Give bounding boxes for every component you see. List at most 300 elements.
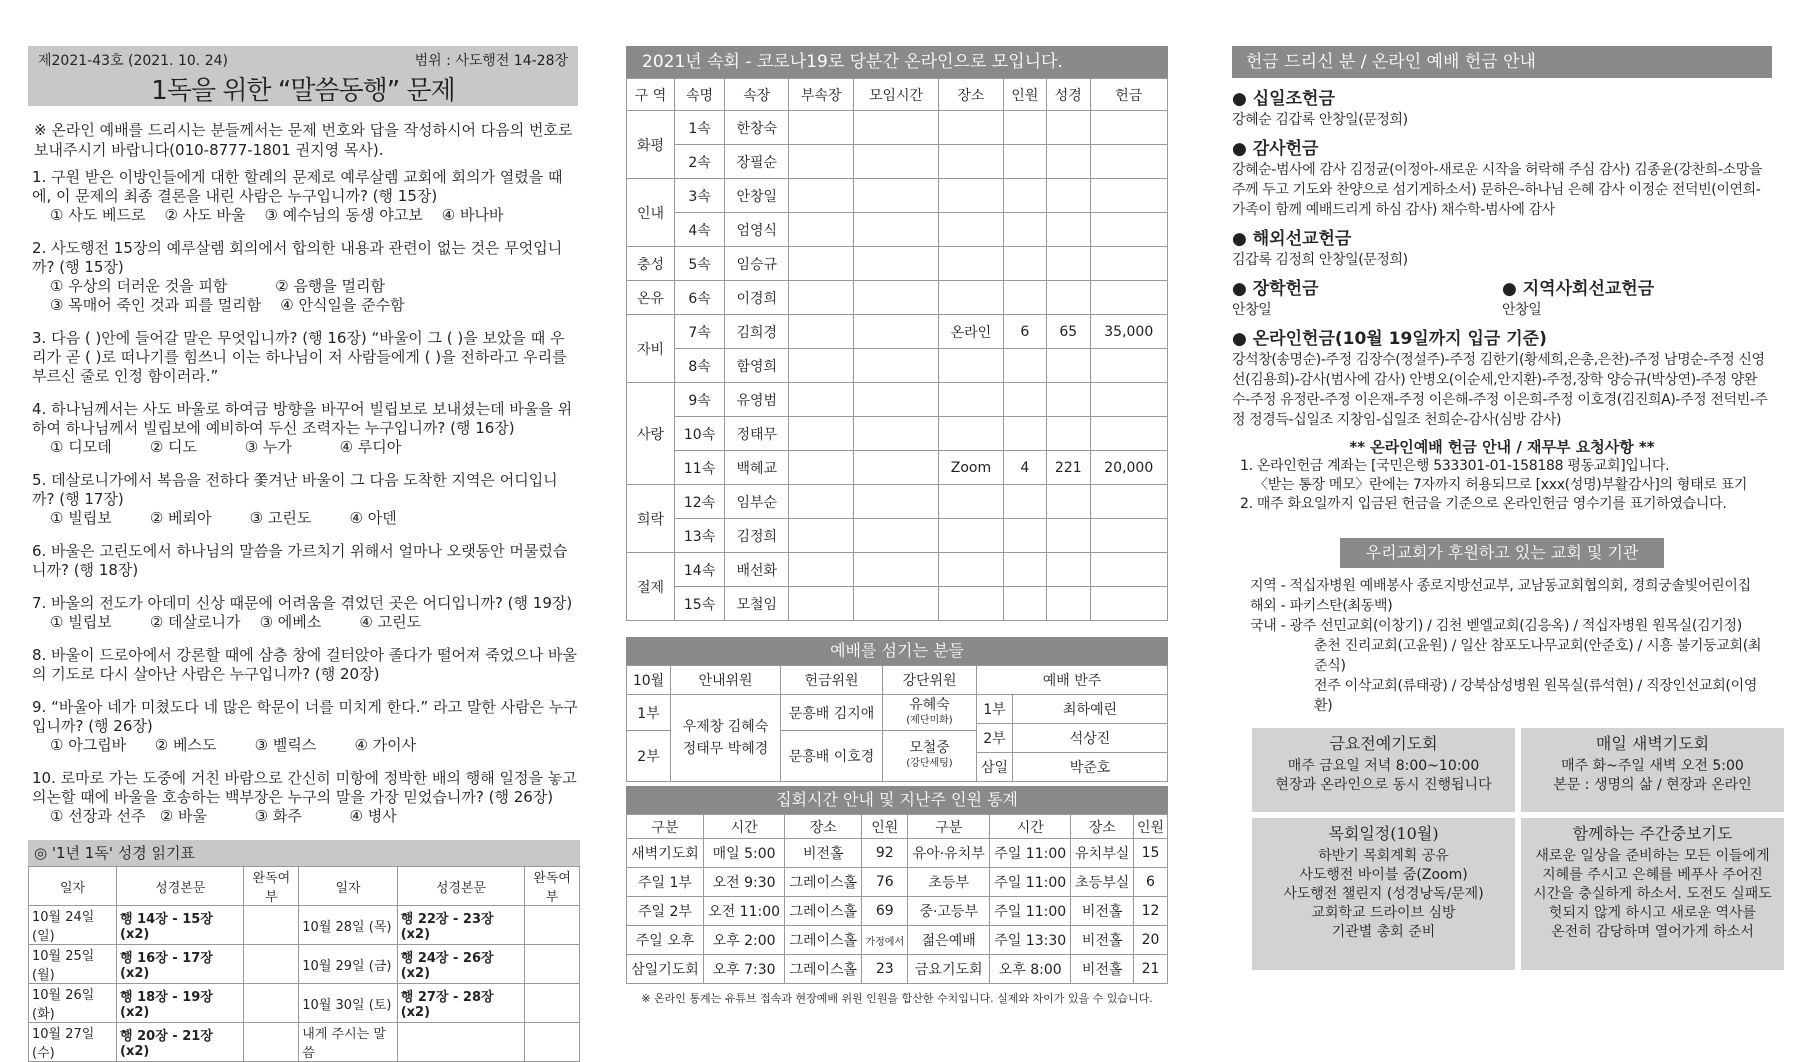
cell-group-cell bbox=[1047, 519, 1090, 553]
cell-group-cell bbox=[789, 315, 853, 349]
box-line: 헛되지 않게 하시고 새로운 역사를 bbox=[1548, 905, 1757, 921]
cell-group-cell bbox=[939, 485, 1003, 519]
cell-group-cell bbox=[789, 519, 853, 553]
cell-group-cell bbox=[1047, 383, 1090, 417]
box-line: 기관별 총회 준비 bbox=[1331, 924, 1436, 940]
mission-names: 김갑록 김정희 안창일(문정희) bbox=[1232, 252, 1408, 268]
cell-group-cell bbox=[939, 587, 1003, 621]
question-options: ① 디모데 ② 디도 ③ 누가 ④ 루디아 bbox=[50, 438, 402, 456]
cell-group-row bbox=[627, 179, 1168, 213]
cell-group-cell bbox=[1003, 247, 1046, 281]
cell-group-cell bbox=[1003, 145, 1046, 179]
mission-heading: ● 해외선교헌금 bbox=[1232, 229, 1352, 249]
stats-cell: 주일 11:00 bbox=[990, 839, 1071, 868]
stats-cell: 삼일기도회 bbox=[627, 955, 704, 984]
reading-plan-title: ◎ '1년 1독' 성경 읽기표 bbox=[28, 840, 580, 866]
cell-group-cell bbox=[853, 111, 938, 145]
cell-group-cell: 함영희 bbox=[725, 349, 789, 383]
cell-group-cell bbox=[1090, 247, 1167, 281]
cell-group-cell: 임승규 bbox=[725, 247, 789, 281]
cell-group-cell: 20,000 bbox=[1090, 451, 1167, 485]
cell-group-cell bbox=[1003, 349, 1046, 383]
friday-prayer-box bbox=[1252, 728, 1515, 812]
cell-group-header: 모임시간 bbox=[853, 79, 938, 111]
stats-cell: 유치부실 bbox=[1071, 839, 1134, 868]
cell-group-cell bbox=[853, 553, 938, 587]
cell-group-cell bbox=[789, 587, 853, 621]
reading-header: 일자 bbox=[299, 867, 397, 906]
stats-cell: 6 bbox=[1134, 868, 1168, 897]
dawn-prayer-line-1: 매주 화~주일 새벽 오전 5:00 bbox=[1561, 758, 1744, 774]
stats-cell: 중·고등부 bbox=[908, 897, 990, 926]
stats-cell: 비전홀 bbox=[1071, 926, 1134, 955]
online-offering-heading: ● 온라인헌금(10월 19일까지 입금 기준) bbox=[1232, 329, 1547, 349]
cell-group-cell bbox=[1003, 213, 1046, 247]
stats-cell: 초등부실 bbox=[1071, 868, 1134, 897]
servers-offering-header: 헌금위원 bbox=[781, 666, 883, 695]
servers-guide-names: 우제창 김혜숙 정태무 박혜경 bbox=[671, 695, 781, 782]
box-line: 지혜를 주시고 은혜를 베푸사 주어진 bbox=[1542, 867, 1763, 883]
reading-header: 성경본문 bbox=[117, 867, 244, 906]
stats-row bbox=[627, 897, 1168, 926]
cell-group-cell bbox=[939, 145, 1003, 179]
stats-cell: 그레이스홀 bbox=[785, 926, 862, 955]
reading-cell bbox=[244, 1023, 299, 1062]
district-name: 희락 bbox=[627, 485, 675, 553]
reading-cell bbox=[397, 1023, 524, 1062]
sponsor-abroad: 해외 - 파키스탄(최동백) bbox=[1250, 598, 1393, 614]
scholarship-names: 안창일 bbox=[1232, 302, 1272, 318]
online-offering-names: 강석창(송명순)-주정 김장수(정설주)-주정 김한기(황세희,은총,은찬)-주정 남명순-주정 신영선(김용희)-감사(범사에 감사) 안병오(이순세,안지환)-주정,장학 양승규(박상연)-주정 양완수-주정 유정란-주정 이은재-주정 이은해-주정 이은희-주정 이호경(김진희A)-주정 전덕빈-주정 정경득-십일조 지창임-십일조 천희순-감사(심방 감사) bbox=[1232, 352, 1768, 428]
stats-cell: 20 bbox=[1134, 926, 1168, 955]
cell-group-row bbox=[627, 451, 1168, 485]
stats-cell: 초등부 bbox=[908, 868, 990, 897]
stats-cell: 그레이스홀 bbox=[785, 868, 862, 897]
quiz-question bbox=[28, 542, 578, 580]
cell-group-row bbox=[627, 383, 1168, 417]
choir-name-3: 박준호 bbox=[1013, 753, 1168, 782]
cell-group-row bbox=[627, 111, 1168, 145]
stats-cell: 76 bbox=[862, 868, 908, 897]
cell-group-header: 부속장 bbox=[789, 79, 853, 111]
question-text: 6. 바울은 고린도에서 하나님의 말씀을 가르치기 위해서 얼마나 오랫동안 머물렀습니까? (행 18장) bbox=[32, 542, 568, 579]
cell-group-cell bbox=[939, 281, 1003, 315]
stats-cell: 주일 13:30 bbox=[990, 926, 1071, 955]
reading-row bbox=[29, 984, 580, 1023]
tithe-names: 강혜순 김갑록 안창일(문정희) bbox=[1232, 112, 1408, 128]
reading-cell: 행 16장 - 17장 (x2) bbox=[117, 945, 244, 984]
cell-group-cell: 5속 bbox=[675, 247, 725, 281]
pastoral-schedule-box bbox=[1252, 818, 1515, 970]
cell-group-cell bbox=[853, 587, 938, 621]
cell-group-row bbox=[627, 349, 1168, 383]
cell-group-cell bbox=[853, 179, 938, 213]
cell-group-cell bbox=[1090, 587, 1167, 621]
reading-header: 일자 bbox=[29, 867, 117, 906]
scholarship-heading: ● 장학헌금 bbox=[1232, 279, 1319, 299]
cell-group-cell bbox=[1090, 145, 1167, 179]
box-line: 사도행전 바이블 줌(Zoom) bbox=[1299, 867, 1468, 883]
stats-cell: 23 bbox=[862, 955, 908, 984]
cell-group-cell bbox=[853, 281, 938, 315]
stats-note: ※ 온라인 통계는 유튜브 접속과 현장예배 위원 인원을 합산한 수치입니다. 실제와 차이가 있을 수 있습니다. bbox=[641, 992, 1153, 1005]
tithe-heading: ● 십일조헌금 bbox=[1232, 89, 1335, 109]
question-options: ① 빌립보 ② 베뢰아 ③ 고린도 ④ 아덴 bbox=[50, 509, 397, 527]
notice-heading: ** 온라인예배 헌금 안내 / 재무부 요청사항 ** bbox=[1349, 438, 1655, 456]
cell-group-cell: 엄영식 bbox=[725, 213, 789, 247]
stats-cell: 유아·유치부 bbox=[908, 839, 990, 868]
cell-group-cell bbox=[1003, 587, 1046, 621]
cell-group-row bbox=[627, 145, 1168, 179]
cell-group-cell bbox=[1003, 179, 1046, 213]
cell-group-cell: 온라인 bbox=[939, 315, 1003, 349]
cell-group-row bbox=[627, 247, 1168, 281]
reading-cell bbox=[525, 945, 580, 984]
district-name: 온유 bbox=[627, 281, 675, 315]
cell-group-cell bbox=[789, 213, 853, 247]
reading-cell: 10월 28일 (목) bbox=[299, 906, 397, 945]
cell-group-cell bbox=[939, 213, 1003, 247]
dawn-prayer-box bbox=[1521, 728, 1784, 812]
reading-row bbox=[29, 906, 580, 945]
reading-cell: 행 22장 - 23장 (x2) bbox=[397, 906, 524, 945]
cell-group-header: 속명 bbox=[675, 79, 725, 111]
servers-month: 10월 bbox=[627, 666, 671, 695]
servers-service-2: 2부 bbox=[627, 731, 671, 782]
cell-group-cell bbox=[789, 451, 853, 485]
reading-cell: 10월 29일 (금) bbox=[299, 945, 397, 984]
servers-title: 예배를 섬기는 분들 bbox=[626, 637, 1168, 665]
pulpit-2-name: 모철중 bbox=[909, 740, 950, 756]
cell-group-header: 인원 bbox=[1003, 79, 1046, 111]
quiz-question bbox=[28, 769, 578, 826]
stats-header: 구분 bbox=[908, 815, 990, 839]
cell-group-cell bbox=[789, 417, 853, 451]
box-line: 온전히 감당하며 열어가게 하소서 bbox=[1551, 924, 1754, 940]
cell-group-cell: Zoom bbox=[939, 451, 1003, 485]
cell-group-cell bbox=[1047, 417, 1090, 451]
cell-group-cell bbox=[939, 383, 1003, 417]
question-text: 7. 바울의 전도가 아데미 신상 때문에 어려움을 겪었던 곳은 어디입니까? (행 19장) bbox=[32, 594, 573, 612]
question-text: 3. 다음 ( )안에 들어갈 말은 무엇입니까? (행 16장) “바울이 그 ( )을 보았을 때 우리가 곧 ( )로 떠나기를 힘쓰니 이는 하나님이 저 사람들에게 ( )을 전하라고 우리를 부르신 줄로 인정 함이러라.” bbox=[32, 329, 567, 385]
stats-cell: 오후 8:00 bbox=[990, 955, 1071, 984]
cell-group-table bbox=[626, 78, 1168, 621]
cell-group-cell: 1속 bbox=[675, 111, 725, 145]
quiz-question bbox=[28, 239, 578, 315]
notice-1b: 〈받는 통장 메모〉란에는 7자까지 허용되므로 [xxx(성명)부활감사]의 형태로 표기 bbox=[1254, 477, 1748, 493]
cell-group-cell: 6 bbox=[1003, 315, 1046, 349]
reading-cell: 10월 26일(화) bbox=[29, 984, 117, 1023]
local-mission-names: 안창일 bbox=[1502, 302, 1542, 318]
quiz-question bbox=[28, 400, 578, 457]
reading-cell: 행 24장 - 26장 (x2) bbox=[397, 945, 524, 984]
weekly-prayer-title: 함께하는 주간중보기도 bbox=[1572, 824, 1733, 843]
stats-cell: 매일 5:00 bbox=[703, 839, 784, 868]
stats-cell: 그레이스홀 bbox=[785, 897, 862, 926]
cell-group-row bbox=[627, 519, 1168, 553]
district-name: 절제 bbox=[627, 553, 675, 621]
cell-group-cell: 안창일 bbox=[725, 179, 789, 213]
choir-name-1: 최하예린 bbox=[1013, 695, 1168, 724]
question-options: ① 사도 베드로 ② 사도 바울 ③ 예수님의 동생 야고보 ④ 바나바 bbox=[50, 206, 504, 224]
cell-group-row bbox=[627, 281, 1168, 315]
cell-group-cell bbox=[853, 417, 938, 451]
cell-group-cell bbox=[1090, 213, 1167, 247]
stats-cell: 젊은예배 bbox=[908, 926, 990, 955]
cell-group-cell: 장필순 bbox=[725, 145, 789, 179]
cell-group-cell bbox=[1047, 111, 1090, 145]
cell-group-cell bbox=[939, 417, 1003, 451]
cell-group-header: 속장 bbox=[725, 79, 789, 111]
servers-offering-2: 문흥배 이호경 bbox=[781, 731, 883, 782]
info-boxes bbox=[1232, 728, 1772, 970]
cell-group-cell bbox=[1047, 247, 1090, 281]
sponsor-domestic-2: 춘천 진리교회(고윤원) / 일산 참포도나무교회(안준호) / 시흥 불기둥교회(최준식) bbox=[1314, 638, 1762, 674]
question-text: 5. 데살로니가에서 복음을 전하다 쫓겨난 바울이 그 다음 도착한 지역은 어디입니까? (행 17장) bbox=[32, 471, 558, 508]
quiz-question bbox=[28, 594, 578, 632]
pastoral-schedule-title: 목회일정(10월) bbox=[1328, 824, 1439, 843]
notice-2: 2. 매주 화요일까지 입금된 헌금을 기준으로 온라인헌금 영수기를 표기하였습니다. bbox=[1240, 496, 1727, 512]
reading-row bbox=[29, 945, 580, 984]
district-name: 자비 bbox=[627, 315, 675, 383]
cell-group-cell bbox=[853, 315, 938, 349]
cell-group-cell: 7속 bbox=[675, 315, 725, 349]
quiz-question bbox=[28, 646, 578, 684]
cell-group-cell bbox=[939, 519, 1003, 553]
reading-cell: 행 20장 - 21장 (x2) bbox=[117, 1023, 244, 1062]
thanks-names: 강혜순-범사에 감사 김정균(이정아-새로운 시작을 허락해 주심 감사) 김종윤(강찬희-소망을 주께 두고 기도와 찬양으로 섬기게하소서) 문하은-하나님 은혜 감사 이정순 전덕빈(이연희-가족이 함께 예배드리게 하심 감사) 채수학-범사에 감사 bbox=[1232, 162, 1762, 218]
choir-label-3: 삼일 bbox=[977, 753, 1013, 782]
cell-group-header: 구 역 bbox=[627, 79, 675, 111]
reading-cell: 10월 25일(월) bbox=[29, 945, 117, 984]
servers-offering-1: 문흥배 김지애 bbox=[781, 695, 883, 731]
cell-group-cell: 4 bbox=[1003, 451, 1046, 485]
dawn-prayer-title: 매일 새벽기도회 bbox=[1595, 734, 1710, 753]
cell-group-cell: 14속 bbox=[675, 553, 725, 587]
quiz-title: 1독을 위한 “말씀동행” 문제 bbox=[151, 76, 455, 106]
offering-column bbox=[1232, 46, 1772, 970]
sponsor-local: 지역 - 적십자병원 예배봉사 종로지방선교부, 교남동교회협의회, 경희궁솔빛어린이집 bbox=[1250, 578, 1751, 594]
choir-name-2: 석상진 bbox=[1013, 724, 1168, 753]
district-name: 인내 bbox=[627, 179, 675, 247]
stats-header: 인원 bbox=[1134, 815, 1168, 839]
cell-group-cell: 35,000 bbox=[1090, 315, 1167, 349]
pulpit-1-name: 유혜숙 bbox=[909, 696, 950, 713]
cell-group-cell bbox=[1047, 553, 1090, 587]
cell-group-cell bbox=[789, 247, 853, 281]
cell-group-cell bbox=[1090, 485, 1167, 519]
cell-group-cell: 11속 bbox=[675, 451, 725, 485]
district-name: 사랑 bbox=[627, 383, 675, 485]
question-options: ① 빌립보 ② 데살로니가 ③ 에베소 ④ 고린도 bbox=[50, 613, 422, 631]
cell-group-row bbox=[627, 553, 1168, 587]
pastoral-schedule-lines bbox=[1256, 847, 1511, 942]
cell-group-cell bbox=[939, 553, 1003, 587]
stats-cell: 92 bbox=[862, 839, 908, 868]
sponsor-domestic-1: 국내 - 광주 선민교회(이창기) / 김천 벧엘교회(김응옥) / 적십자병원 원목실(김기정) bbox=[1250, 618, 1742, 634]
cell-group-cell: 221 bbox=[1047, 451, 1090, 485]
question-text: 2. 사도행전 15장의 예루살렘 회의에서 합의한 내용과 관련이 없는 것은 무엇입니까? (행 15장) bbox=[32, 239, 563, 276]
stats-cell: 그레이스홀 bbox=[785, 955, 862, 984]
cell-group-header: 성경 bbox=[1047, 79, 1090, 111]
question-text: 10. 로마로 가는 도중에 거친 바람으로 간신히 미항에 정박한 배의 행해 일정을 놓고 의논할 때에 바울을 호송하는 백부장은 누구의 말을 가장 믿었습니까? (행 26장) bbox=[32, 769, 577, 806]
cell-group-cell: 한창숙 bbox=[725, 111, 789, 145]
cell-group-cell bbox=[789, 281, 853, 315]
cell-group-header: 헌금 bbox=[1090, 79, 1167, 111]
question-list bbox=[28, 168, 578, 826]
servers-choir-header: 예배 반주 bbox=[977, 666, 1168, 695]
cell-group-cell bbox=[853, 383, 938, 417]
cell-group-cell: 김희경 bbox=[725, 315, 789, 349]
scholarship-local-row bbox=[1232, 270, 1772, 320]
cell-group-cell: 3속 bbox=[675, 179, 725, 213]
box-line: 사도행전 챌린지 (성경낭독/문제) bbox=[1283, 886, 1484, 902]
servers-table bbox=[626, 665, 1168, 782]
reading-header: 완독여부 bbox=[244, 867, 299, 906]
friday-prayer-line-2: 현장과 온라인으로 동시 진행됩니다 bbox=[1275, 777, 1492, 793]
cell-group-cell: 9속 bbox=[675, 383, 725, 417]
cell-group-cell: 정태무 bbox=[725, 417, 789, 451]
reading-cell: 10월 30일 (토) bbox=[299, 984, 397, 1023]
cell-group-cell: 12속 bbox=[675, 485, 725, 519]
cell-group-cell bbox=[789, 349, 853, 383]
quiz-header bbox=[28, 46, 578, 106]
box-line: 하반기 목회계획 공유 bbox=[1318, 848, 1449, 864]
choir-label-1: 1부 bbox=[977, 695, 1013, 724]
reading-header: 성경본문 bbox=[397, 867, 524, 906]
question-options: ① 아그립바 ② 베스도 ③ 벨릭스 ④ 가이사 bbox=[50, 736, 417, 754]
cell-group-cell bbox=[1090, 553, 1167, 587]
question-text: 4. 하나님께서는 사도 바울로 하여금 방향을 바꾸어 빌립보로 보내셨는데 바울을 위하여 하나님께서 빌립보에 예비하여 두신 조력자는 누구입니까? (행 16장) bbox=[32, 400, 573, 437]
cell-group-cell: 배선화 bbox=[725, 553, 789, 587]
district-name: 화평 bbox=[627, 111, 675, 179]
cell-group-cell bbox=[853, 519, 938, 553]
cell-group-cell bbox=[789, 383, 853, 417]
cell-group-cell: 김정희 bbox=[725, 519, 789, 553]
choir-label-2: 2부 bbox=[977, 724, 1013, 753]
cell-group-cell bbox=[1090, 111, 1167, 145]
cell-group-cell bbox=[1003, 417, 1046, 451]
stats-row bbox=[627, 839, 1168, 868]
cell-group-row bbox=[627, 485, 1168, 519]
cell-group-cell bbox=[853, 349, 938, 383]
sponsor-domestic-3: 전주 이삭교회(류태광) / 강북삼성병원 원목실(류석현) / 직장인선교회(이영환) bbox=[1314, 678, 1758, 714]
cell-group-cell bbox=[789, 485, 853, 519]
servers-pulpit-1 bbox=[883, 695, 977, 731]
stats-row bbox=[627, 955, 1168, 984]
stats-cell: 주일 11:00 bbox=[990, 868, 1071, 897]
cell-group-cell bbox=[853, 213, 938, 247]
district-name: 충성 bbox=[627, 247, 675, 281]
box-line: 시간을 충실하게 하소서. 도전도 실패도 bbox=[1533, 886, 1772, 902]
stats-header: 장소 bbox=[785, 815, 862, 839]
sponsor-title: 우리교회가 후원하고 있는 교회 및 기관 bbox=[1340, 538, 1664, 568]
reading-cell: 행 18장 - 19장 (x2) bbox=[117, 984, 244, 1023]
question-options: ① 우상의 더러운 것을 피함 ② 음행을 멀리함 ③ 목매어 죽인 것과 피를 멀리함 ④ 안식일을 준수함 bbox=[50, 277, 405, 314]
stats-cell: 오후 2:00 bbox=[703, 926, 784, 955]
reading-row bbox=[29, 1023, 580, 1062]
stats-cell: 15 bbox=[1134, 839, 1168, 868]
stats-cell: 오전 11:00 bbox=[703, 897, 784, 926]
servers-pulpit-2 bbox=[883, 731, 977, 782]
cell-group-cell bbox=[789, 553, 853, 587]
reading-cell bbox=[244, 984, 299, 1023]
cell-group-cell: 8속 bbox=[675, 349, 725, 383]
cell-group-cell bbox=[789, 145, 853, 179]
servers-pulpit-header: 강단위원 bbox=[883, 666, 977, 695]
cell-group-cell: 유영범 bbox=[725, 383, 789, 417]
cell-group-row bbox=[627, 315, 1168, 349]
stats-cell: 새벽기도회 bbox=[627, 839, 704, 868]
question-text: 8. 바울이 드로아에서 강론할 때에 삼층 창에 걸터앉아 졸다가 떨어져 죽었으나 바울의 기도로 다시 살아난 사람은 누구입니까? (행 20장) bbox=[32, 646, 577, 683]
cell-group-cell bbox=[1047, 281, 1090, 315]
reading-cell: 10월 24일(일) bbox=[29, 906, 117, 945]
cell-group-cell: 4속 bbox=[675, 213, 725, 247]
cell-group-cell bbox=[1047, 213, 1090, 247]
reading-cell bbox=[525, 1023, 580, 1062]
stats-cell: 주일 2부 bbox=[627, 897, 704, 926]
reading-cell bbox=[244, 906, 299, 945]
cell-group-cell bbox=[1003, 485, 1046, 519]
cell-group-column bbox=[626, 46, 1168, 1006]
cell-group-header: 장소 bbox=[939, 79, 1003, 111]
cell-group-title: 2021년 속회 - 코로나19로 당분간 온라인으로 모입니다. bbox=[626, 46, 1168, 78]
friday-prayer-title: 금요전예기도회 bbox=[1329, 734, 1438, 753]
question-text: 9. “바울아 네가 미쳤도다 네 많은 학문이 너를 미치게 한다.” 라고 말한 사람은 누구입니까? (행 26장) bbox=[32, 698, 578, 735]
reading-cell bbox=[244, 945, 299, 984]
weekly-prayer-lines bbox=[1525, 847, 1780, 942]
stats-header: 인원 bbox=[862, 815, 908, 839]
pulpit-2-role: (강단세팅) bbox=[906, 758, 953, 769]
reading-cell: 행 14장 - 15장 (x2) bbox=[117, 906, 244, 945]
sponsor-list bbox=[1232, 576, 1772, 716]
cell-group-row bbox=[627, 587, 1168, 621]
box-line: 새로운 일상을 준비하는 모든 이들에게 bbox=[1535, 848, 1770, 864]
cell-group-cell: 65 bbox=[1047, 315, 1090, 349]
quiz-question bbox=[28, 471, 578, 528]
cell-group-cell bbox=[1090, 179, 1167, 213]
reading-plan-table bbox=[28, 866, 580, 1062]
box-line: 교회학교 드라이브 심방 bbox=[1311, 905, 1456, 921]
stats-cell: 오후 7:30 bbox=[703, 955, 784, 984]
cell-group-cell: 6속 bbox=[675, 281, 725, 315]
cell-group-cell: 모철임 bbox=[725, 587, 789, 621]
stats-cell: 69 bbox=[862, 897, 908, 926]
offering-title: 헌금 드리신 분 / 온라인 예배 헌금 안내 bbox=[1232, 46, 1772, 78]
issue-number: 제2021-43호 (2021. 10. 24) bbox=[38, 53, 228, 69]
cell-group-cell bbox=[1047, 485, 1090, 519]
reading-cell: 행 27장 - 28장 (x2) bbox=[397, 984, 524, 1023]
reading-cell: 내게 주시는 말씀 bbox=[299, 1023, 397, 1062]
cell-group-cell bbox=[1047, 179, 1090, 213]
cell-group-cell bbox=[1047, 349, 1090, 383]
cell-group-cell: 백혜교 bbox=[725, 451, 789, 485]
cell-group-cell bbox=[1090, 417, 1167, 451]
cell-group-cell bbox=[1003, 553, 1046, 587]
stats-cell: 주일 1부 bbox=[627, 868, 704, 897]
stats-title: 집회시간 안내 및 지난주 인원 통계 bbox=[626, 786, 1168, 814]
cell-group-cell bbox=[939, 247, 1003, 281]
stats-header: 시간 bbox=[703, 815, 784, 839]
cell-group-cell bbox=[1047, 587, 1090, 621]
servers-service-1: 1부 bbox=[627, 695, 671, 731]
cell-group-cell bbox=[853, 485, 938, 519]
cell-group-cell: 10속 bbox=[675, 417, 725, 451]
pulpit-1-role: (제단미화) bbox=[906, 714, 953, 726]
stats-cell: 주일 오후 bbox=[627, 926, 704, 955]
cell-group-cell bbox=[939, 349, 1003, 383]
stats-cell: 주일 11:00 bbox=[990, 897, 1071, 926]
